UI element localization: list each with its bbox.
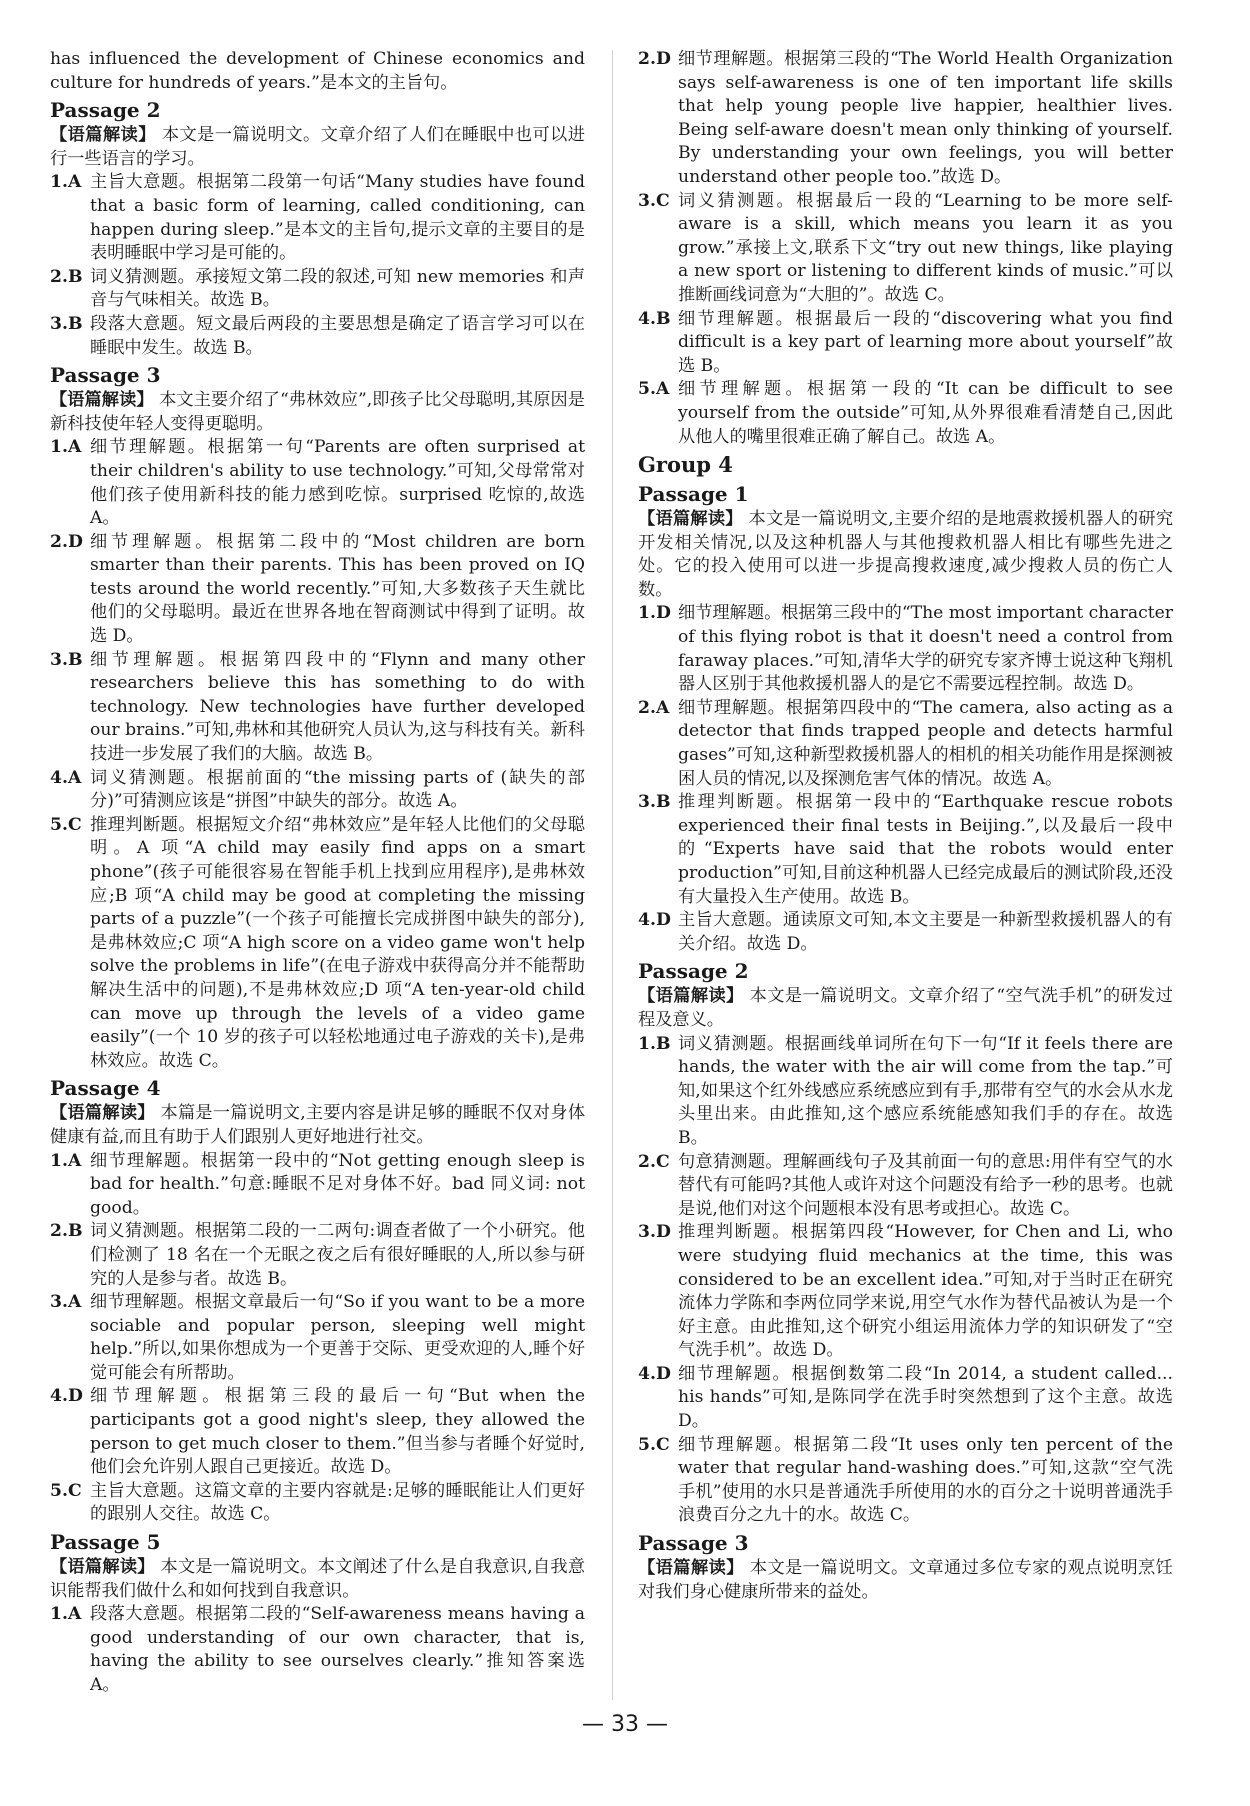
item-explanation: 词义猜测题。根据前面的“the missing parts of (缺失的部分)”可猜测应该是“拼图”中缺失的部分。故选 A。 [90,767,585,812]
passage-intro [638,1557,1173,1604]
intro-tag: 【语篇解读】 [50,1103,155,1124]
answer-letter: A [67,767,82,788]
item-number: 2.B [50,1221,83,1242]
intro-text: 本文是一篇说明文。文章通过多位专家的观点说明烹饪对我们身心健康所带来的益处。 [638,1558,1173,1602]
item-number: 2.B [50,266,83,287]
right-column [638,48,1173,1604]
column-divider [612,50,613,1700]
passage-intro [50,1102,585,1149]
group-heading: Group 4 [638,452,733,478]
answer-item [50,814,585,1074]
item-number: 1.A [50,1150,82,1171]
answer-letter: B [655,792,671,813]
item-explanation: 段落大意题。短文最后两段的主要思想是确定了语言学习可以在睡眠中发生。故选 B。 [90,313,585,358]
answer-item [50,436,585,530]
item-number: 2.A [638,697,670,718]
answer-item [50,1480,585,1527]
answer-item [50,649,585,767]
answer-item [638,602,1173,696]
item-number: 1.D [638,603,671,624]
item-explanation: 推理判断题。根据短文介绍“弗林效应”是年轻人比他们的父母聪明。A 项“A child may easily find apps on a smart phone”(孩子可能很容易在智能手机上找到应用程序),是弗林效应;B 项“A child may be good at completing the missing parts of a puzzle”(一个孩子可能擅长完成拼图中缺失的部分),是弗林效应;C 项“A high score on a video game won't help solve the problems in life”(在电子游戏中获得高分并不能帮助解决生活中的问题),不是弗林效应;D 项“A ten-year-old child can move up through the levels of a video game easily”(一个 10 岁的孩子可以轻松地通过电子游戏的关卡),是弗林效应。故选 C。 [90,814,585,1071]
answer-letter: C [67,1480,82,1501]
answer-item [50,313,585,360]
item-explanation: 推理判断题。根据第一段中的“Earthquake rescue robots experienced their final tests in Beijing.”,以及最后一段中的“Experts have said that the robots would enter production”可知,目前这种机器人已经完成最后的测试阶段,还没有大量投入生产使用。故选 B。 [678,792,1173,907]
answer-letter: B [655,1033,671,1054]
passage-intro [50,1556,585,1603]
passage-heading: Passage 2 [638,959,749,984]
item-number: 1.A [50,437,82,458]
intro-tag: 【语篇解读】 [50,1557,155,1578]
item-explanation: 细节理解题。根据文章最后一句“So if you want to be a more sociable and popular person, sleeping well might help.”所以,如果你想成为一个更善于交际、更受欢迎的人,睡个好觉可能会有所帮助。 [90,1292,585,1383]
answer-letter: C [655,1434,670,1455]
answer-letter: C [67,814,82,835]
answer-item [638,1363,1173,1434]
item-number: 2.C [638,1151,670,1172]
answer-item [638,1151,1173,1222]
answer-letter: D [67,531,83,552]
continuation-text: has influenced the development of Chinese economics and culture for hundreds of years.”是本文的主旨句。 [50,49,585,93]
item-explanation: 段落大意题。根据第二段的“Self-awareness means having a good understanding of our own character, that is, having the ability to see ourselves clearly.”推知答案选 A。 [90,1604,585,1695]
intro-tag: 【语篇解读】 [638,986,744,1007]
intro-text: 本篇是一篇说明文,主要内容是讲足够的睡眠不仅对身体健康有益,而且有助于人们跟别人更好地进行社交。 [50,1103,586,1147]
intro-text: 本文是一篇说明文。文章介绍了“空气洗手机”的研发过程及意义。 [638,986,1173,1030]
answer-letter: D [67,1386,83,1407]
item-explanation: 词义猜测题。根据第二段的一二两句:调查者做了一个小研究。他们检测了 18 名在一个无眠之夜之后有很好睡眠的人,所以参与研究的人是参与者。故选 B。 [90,1221,585,1289]
item-number: 5.C [50,814,82,835]
answer-item [50,1220,585,1291]
answer-letter: B [67,266,83,287]
passage-heading: Passage 2 [50,98,161,123]
answer-letter: B [67,649,83,670]
item-explanation: 词义猜测题。根据画线单词所在句下一句“If it feels there are hands, the water with the air will come from the tap.”可知,如果这个红外线感应系统感应到有手,那带有空气的水会从水龙头里出来。由此推知,这个感应系统能感知我们手的存在。故选 B。 [678,1033,1173,1148]
answer-letter: C [655,1151,670,1172]
passage-intro [638,508,1173,602]
item-number: 4.D [638,910,671,931]
answer-item [50,531,585,649]
answer-item [638,1434,1173,1528]
item-number: 1.B [638,1033,671,1054]
intro-text: 本文是一篇说明文,主要介绍的是地震救援机器人的研究开发相关情况,以及这种机器人与其他搜救机器人相比有哪些先进之处。它的投入使用可以进一步提高搜救速度,减少搜救人员的伤亡人数。 [638,509,1174,600]
answer-item [50,1385,585,1479]
item-number: 4.D [638,1363,671,1384]
answer-item [50,767,585,814]
answer-letter: D [655,910,671,931]
answer-letter: A [655,379,670,400]
answer-item [638,190,1173,308]
answer-item [638,308,1173,379]
answer-letter: C [655,190,670,211]
answer-letter: A [67,1150,82,1171]
answer-letter: D [655,1222,671,1243]
answer-item [50,266,585,313]
item-number: 3.A [50,1292,82,1313]
answer-letter: A [67,1292,82,1313]
item-explanation: 细节理解题。根据第一句“Parents are often surprised at their children's ability to use technology.”可知,父母常常对他们孩子使用新科技的能力感到吃惊。surprised 吃惊的,故选 A。 [90,437,585,529]
item-explanation: 细节理解题。根据第一段中的“Not getting enough sleep is bad for health.”句意:睡眠不足对身体不好。bad 同义词: not good。 [90,1150,585,1218]
item-number: 4.A [50,767,82,788]
item-number: 3.D [638,1222,671,1243]
item-explanation: 主旨大意题。这篇文章的主要内容就是:足够的睡眠能让人们更好的跟别人交往。故选 C。 [90,1480,585,1525]
passage-intro [50,124,585,171]
answer-item [50,1150,585,1221]
answer-letter: B [67,1221,83,1242]
item-number: 2.D [638,49,671,69]
item-explanation: 细节理解题。根据第四段中的“The camera, also acting as a detector that finds trapped people and detects harmful gases”可知,这种新型救援机器人的相机的相关功能作用是探测被困人员的情况,以及探测危害气体的情况。故选 A。 [678,697,1173,789]
answer-item [638,1221,1173,1363]
answer-letter: D [655,1363,671,1384]
item-number: 5.C [50,1480,82,1501]
left-column [50,48,585,1698]
passage-intro [50,389,585,436]
answer-item [638,378,1173,449]
item-number: 3.C [638,190,670,211]
answer-item [638,791,1173,909]
item-explanation: 细节理解题。根据第一段的“It can be difficult to see yourself from the outside”可知,从外界很难看清楚自己,因此从他人的嘴里很难正确了解自己。故选 A。 [678,379,1173,447]
intro-text: 本文是一篇说明文。本文阐述了什么是自我意识,自我意识能帮我们做什么和如何找到自我意识。 [50,1557,586,1601]
item-explanation: 词义猜测题。承接短文第二段的叙述,可知 new memories 和声音与气味相关。故选 B。 [90,266,585,311]
passage-heading: Passage 1 [638,482,749,507]
answer-item [638,48,1173,190]
answer-letter: A [67,1604,82,1625]
answer-letter: D [655,603,671,624]
answer-letter: A [655,697,670,718]
item-explanation: 推理判断题。根据第四段“However, for Chen and Li, who were studying fluid mechanics at the time, this was considered to be an excellent idea.”可知,对于当时正在研究流体力学陈和李两位同学来说,用空气水作为替代品被认为是一个好主意。由此推知,这个研究小组运用流体力学的知识研发了“空气洗手机”。故选 D。 [678,1222,1173,1361]
item-explanation: 主旨大意题。根据第二段第一句话“Many studies have found that a basic form of learning, called conditioning, can happen during sleep.”是本文的主旨句,提示文章的主要目的是表明睡眠中学习是可能的。 [90,172,585,264]
answer-letter: D [655,49,671,69]
item-number: 2.D [50,531,83,552]
intro-tag: 【语篇解读】 [638,509,743,530]
page-number: — 33 — [582,1712,668,1737]
intro-tag: 【语篇解读】 [638,1558,744,1579]
item-number: 4.D [50,1386,83,1407]
item-explanation: 细节理解题。根据第四段中的“Flynn and many other researchers believe this has something to do with technology. New technologies have further developed our brains.”可知,弗林和其他研究人员认为,这与科技有关。新科技进一步发展了我们的大脑。故选 B。 [90,649,585,765]
passage-heading: Passage 3 [638,1531,749,1556]
item-number: 5.C [638,1434,670,1455]
passage-heading: Passage 5 [50,1530,161,1555]
item-number: 3.B [638,792,671,813]
item-number: 3.B [50,313,83,334]
answer-item [638,1033,1173,1151]
item-explanation: 细节理解题。根据第二段“It uses only ten percent of the water that regular hand-washing does.”可知,这款“空气洗手机”使用的水只是普通洗手所使用的水的百分之十说明普通洗手浪费百分之九十的水。故选 C。 [678,1434,1173,1526]
item-explanation: 主旨大意题。通读原文可知,本文主要是一种新型救援机器人的有关介绍。故选 D。 [678,910,1173,954]
item-explanation: 细节理解题。根据最后一段的“discovering what you find difficult is a key part of learning more about yourself”故选 B。 [678,308,1173,376]
item-number: 5.A [638,379,670,400]
item-number: 3.B [50,649,83,670]
intro-text: 本文是一篇说明文。文章介绍了人们在睡眠中也可以进行一些语言的学习。 [50,125,585,169]
answer-letter: A [67,437,82,458]
item-explanation: 细节理解题。根据第三段的“The World Health Organization says self-awareness is one of ten important life skills that help young people live happier, healthier lives. Being self-aware doesn't mean only thinking of yourself. By understanding your own feelings, you will better understand other people too.”故选 D。 [678,49,1173,187]
answer-item [638,697,1173,791]
item-explanation: 细节理解题。根据第三段的最后一句“But when the participants got a good night's sleep, they allowed the person to get much closer to them.”但当参与者睡个好觉时,他们会允许别人跟自己更接近。故选 D。 [90,1386,585,1478]
item-number: 4.B [638,308,671,329]
intro-text: 本文主要介绍了“弗林效应”,即孩子比父母聪明,其原因是新科技使年轻人变得更聪明。 [50,390,585,434]
passage-heading: Passage 3 [50,363,161,388]
answer-item [50,1291,585,1385]
answer-letter: B [655,308,671,329]
item-explanation: 句意猜测题。理解画线句子及其前面一句的意思:用伴有空气的水替代有可能吗?其他人或许对这个问题没有给予一秒的思考。也就是说,他们对这个问题根本没有思考或担心。故选 C。 [678,1151,1173,1219]
item-explanation: 细节理解题。根据倒数第二段“In 2014, a student called... his hands”可知,是陈同学在洗手时突然想到了这个主意。故选 D。 [678,1363,1173,1432]
passage-intro [638,985,1173,1032]
intro-tag: 【语篇解读】 [50,125,156,146]
item-number: 1.A [50,1604,82,1625]
answer-letter: B [67,313,83,334]
item-explanation: 细节理解题。根据第三段中的“The most important character of this flying robot is that it doesn't need a control from faraway places.”可知,清华大学的研究专家齐博士说这种飞翔机器人区别于其他救援机器人的是它不需要远程控制。故选 D。 [678,603,1173,695]
item-explanation: 词义猜测题。根据最后一段的“Learning to be more self-aware is a skill, which means you learn it as you grow.”承接上文,联系下文“try out new things, like playing a new sport or listening to different kinds of music.”可以推断画线词意为“大胆的”。故选 C。 [678,190,1173,305]
intro-tag: 【语篇解读】 [50,390,154,411]
item-explanation: 细节理解题。根据第二段中的“Most children are born smarter than their parents. This has been proved on IQ tests around the world recently.”可知,大多数孩子天生就比他们的父母聪明。最近在世界各地在智商测试中得到了证明。故选 D。 [90,531,585,647]
answer-item [638,909,1173,956]
answer-letter: A [67,172,82,193]
passage-heading: Passage 4 [50,1076,161,1101]
answer-item [50,171,585,265]
item-number: 1.A [50,172,82,193]
answer-item [50,1603,585,1697]
